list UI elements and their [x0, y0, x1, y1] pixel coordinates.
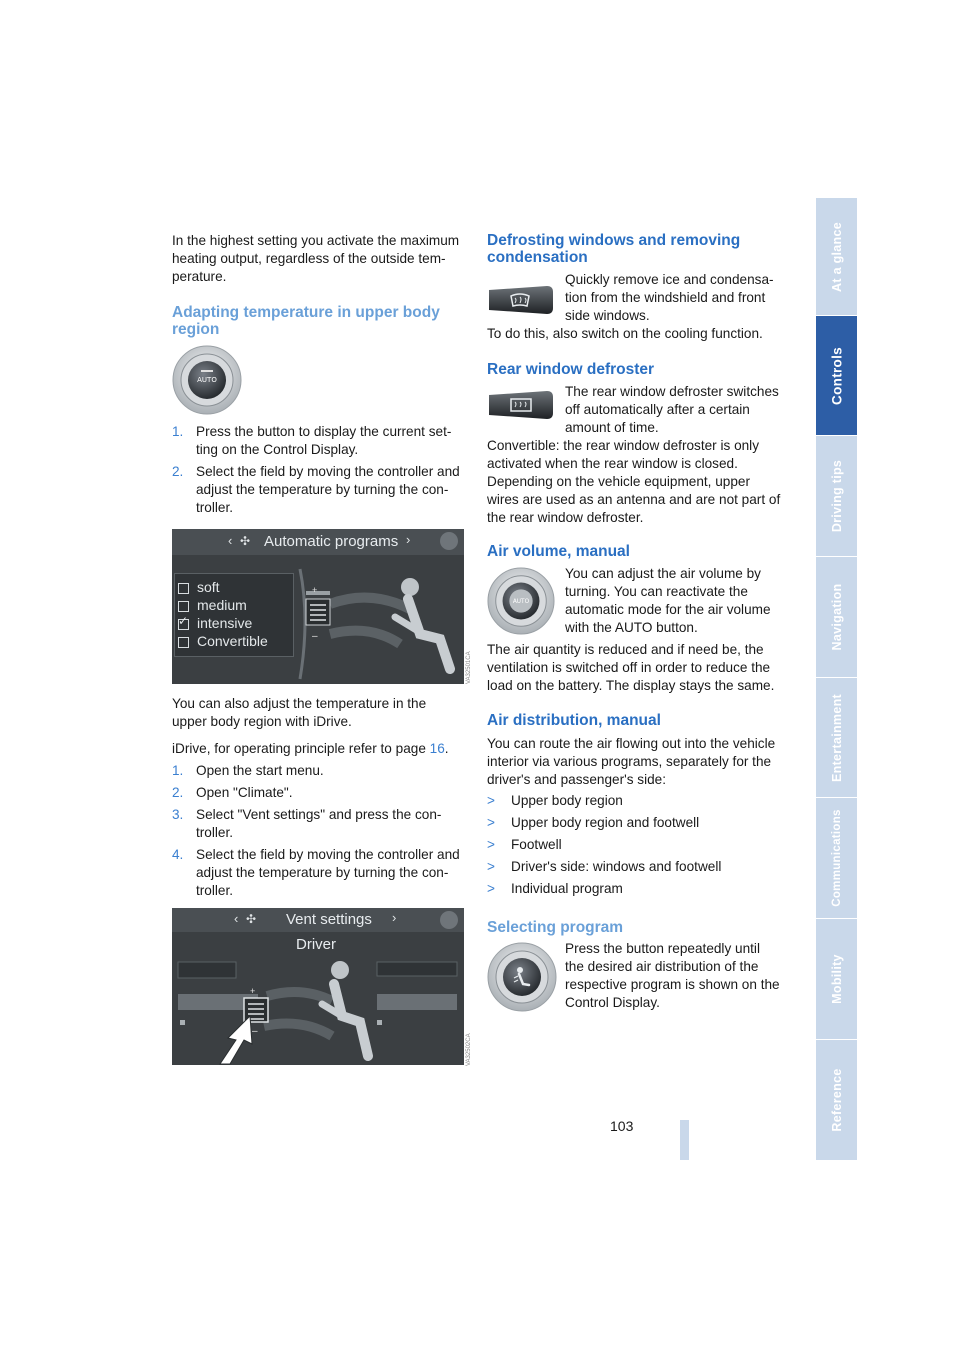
tab-at-a-glance[interactable]: [816, 198, 857, 316]
step-text: Open the start menu.: [196, 763, 324, 778]
intro-paragraph: In the highest setting you activate the maximum heating output, regardless of the outside tem-perature.: [172, 233, 460, 284]
step-text: Open "Climate".: [196, 785, 293, 800]
list-item: > Footwell: [487, 837, 562, 852]
program-list: [487, 792, 782, 902]
tab-label: Mobility: [829, 954, 844, 1004]
step-number: 3.: [172, 807, 184, 822]
option-soft[interactable]: soft: [178, 579, 220, 595]
idrive-paragraph-1: You can also adjust the temperature in the upper body region with iDrive.: [172, 696, 427, 729]
tab-label: Communications: [830, 809, 843, 907]
tab-label: At a glance: [829, 221, 844, 292]
option-medium[interactable]: medium: [178, 597, 247, 613]
list-item: > Driver's side: windows and footwell: [487, 859, 722, 874]
screen-title: Automatic programs: [264, 533, 399, 550]
heading-defrosting: Defrosting windows and removing condensation: [487, 232, 741, 266]
page-link[interactable]: 16: [429, 741, 445, 756]
step-text: Press the button to display the current set-ting on the Control Display.: [196, 424, 452, 457]
controller-icon: [440, 532, 458, 550]
air-volume-text-2: The air quantity is reduced and if need be, the ventilation is switched off in order to reduce the load on the battery. The display stays the same.: [487, 642, 775, 693]
list-item: > Upper body region: [487, 793, 623, 808]
image-code: VA32502CA: [466, 1033, 472, 1066]
vent-illustration: [172, 956, 464, 1065]
list-item: [172, 762, 464, 780]
tab-navigation[interactable]: [816, 557, 857, 678]
heading-air-volume: Air volume, manual: [487, 543, 630, 560]
defrost-text: Quickly remove ice and condensa-tion from the windshield and front side windows.: [565, 272, 774, 323]
tab-label: Entertainment: [829, 693, 844, 782]
rear-defrost-text-2: Convertible: the rear window defroster is only activated when the rear window is closed. Depending on the vehicle equipment, upper wires are used as an antenna and are not part of the rear window defroster.: [487, 438, 781, 525]
air-volume-knob-icon: [487, 567, 555, 635]
svg-text:–: –: [312, 631, 318, 642]
chevron-right-icon: ›: [406, 532, 411, 547]
selecting-program-text: Press the button repeatedly until the desired air distribution of the respective program is shown on the Control Display.: [565, 941, 780, 1010]
air-distribution-text: You can route the air flowing out into the vehicle interior via various programs, separately for the driver's and passenger's side:: [487, 736, 776, 787]
svg-text:AUTO: AUTO: [197, 376, 217, 384]
svg-text:+: +: [250, 986, 256, 996]
controller-icon: [440, 911, 458, 929]
idrive-paragraph-2: iDrive, for operating principle refer to page 16.: [172, 741, 449, 756]
list-item: [172, 423, 464, 459]
step-number: 1.: [172, 424, 184, 439]
step-number: 1.: [172, 763, 184, 778]
automatic-programs-screen: [172, 529, 464, 684]
step-number: 4.: [172, 847, 184, 862]
svg-text:–: –: [252, 1026, 258, 1037]
chevron-left-icon: ‹: [228, 533, 233, 548]
chevron-right-icon: ›: [392, 910, 397, 925]
tab-reference[interactable]: [816, 1040, 857, 1161]
air-distribution-knob-icon: [487, 942, 557, 1012]
svg-text:+: +: [312, 585, 318, 595]
temperature-illustration: [290, 559, 464, 684]
list-item: [172, 463, 464, 517]
step-text: Select "Vent settings" and press the con-troller.: [196, 807, 442, 840]
page-number: 103: [610, 1118, 634, 1134]
heading-rear-defroster: Rear window defroster: [487, 361, 655, 378]
tab-label: Controls: [829, 346, 844, 405]
option-intensive[interactable]: ✓ intensive: [178, 613, 253, 631]
step-text: Select the field by moving the controller and adjust the temperature by turning the con-troller.: [196, 464, 460, 515]
tab-controls[interactable]: [816, 316, 857, 436]
chevron-left-icon: ‹: [234, 911, 239, 926]
screen-subtitle: Driver: [296, 936, 336, 953]
rear-defrost-button-icon: [487, 389, 555, 421]
fan-icon: ✣: [240, 534, 251, 548]
vent-settings-screen: [172, 908, 464, 1065]
step-number: 2.: [172, 464, 184, 479]
tab-label: Reference: [829, 1068, 844, 1132]
svg-text:AUTO: AUTO: [512, 598, 530, 605]
defrost-text-2: To do this, also switch on the cooling function.: [487, 326, 763, 341]
option-convertible[interactable]: Convertible: [178, 633, 268, 649]
tab-label: Driving tips: [829, 459, 844, 533]
tab-communications[interactable]: [816, 798, 857, 919]
steps-list-2: [172, 762, 464, 900]
image-code: VA32501CA: [466, 651, 472, 684]
list-item: [172, 846, 464, 900]
tab-entertainment[interactable]: [816, 678, 857, 798]
heading-upper-body: Adapting temperature in upper body region: [172, 304, 440, 338]
heading-air-distribution: Air distribution, manual: [487, 712, 661, 729]
list-item: [172, 784, 464, 802]
screen-title: Vent settings: [286, 911, 372, 928]
windshield-defrost-button-icon: [487, 284, 555, 316]
list-item: > Individual program: [487, 881, 623, 896]
step-text: Select the field by moving the controller and adjust the temperature by turning the con-troller.: [196, 847, 460, 898]
step-number: 2.: [172, 785, 184, 800]
fan-icon: ✣: [246, 912, 257, 926]
steps-list-1: [172, 423, 464, 517]
tab-mobility[interactable]: [816, 919, 857, 1040]
tab-label: Navigation: [829, 583, 844, 651]
list-item: > Upper body region and footwell: [487, 815, 700, 830]
page-marker: [680, 1120, 689, 1160]
heading-selecting-program: Selecting program: [487, 919, 624, 936]
rear-defrost-text: The rear window defroster switches off automatically after a certain amount of time.: [565, 384, 779, 435]
air-volume-text: You can adjust the air volume by turning. You can reactivate the automatic mode for the air volume with the AUTO button.: [565, 566, 771, 635]
list-item: [172, 806, 464, 842]
tab-driving-tips[interactable]: [816, 436, 857, 557]
auto-knob-icon: [172, 345, 242, 415]
